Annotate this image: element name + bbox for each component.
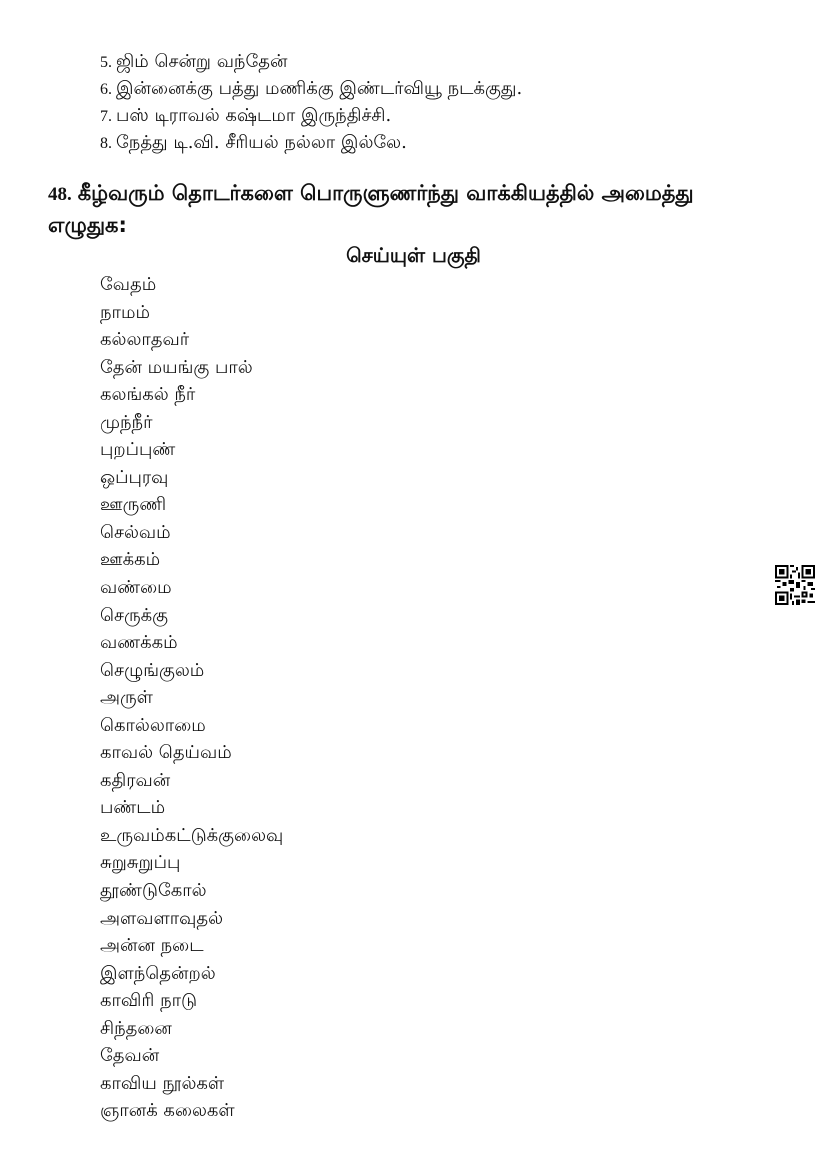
sentence-item	[100, 48, 780, 75]
list-item: சுறுசுறுப்பு	[100, 852, 181, 874]
list-item: கலங்கல் நீர்	[100, 384, 196, 406]
question-heading	[48, 178, 768, 240]
sentence-number: 7.	[100, 108, 112, 125]
sentence-text: இன்னைக்கு பத்து மணிக்கு இண்டர்வியூ நடக்குது.	[116, 78, 523, 99]
list-item: வண்மை	[100, 577, 172, 599]
list-item: தேவன்	[100, 1045, 160, 1067]
list-item: வேதம்	[100, 274, 157, 295]
sentence-number: 5.	[100, 54, 112, 71]
list-item: கொல்லாமை	[100, 714, 206, 736]
list-item: கல்லாதவர்	[100, 329, 190, 351]
list-item: தேன் மயங்கு பால்	[100, 356, 253, 378]
list-item: அளவளாவுதல்	[100, 907, 224, 929]
list-item: காவிரி நாடு	[100, 990, 198, 1012]
list-item: ஞானக் கலைகள்	[100, 1100, 235, 1122]
list-item: செழுங்குலம்	[100, 659, 205, 681]
list-item: கதிரவன்	[100, 769, 171, 791]
list-item: அன்ன நடை	[100, 935, 204, 957]
list-item: வணக்கம்	[100, 632, 178, 654]
question-number: 48.	[48, 184, 72, 205]
list-item: காவல் தெய்வம்	[100, 742, 232, 764]
list-item: செருக்கு	[100, 604, 169, 626]
sentence-text: பஸ் டிராவல் கஷ்டமா இருந்திச்சி.	[116, 105, 392, 126]
sentence-text: ஜிம் சென்று வந்தேன்	[116, 51, 288, 72]
numbered-sentence-list	[100, 48, 780, 156]
list-item: செல்வம்	[100, 521, 171, 543]
question-text: கீழ்வரும் தொடர்களை பொருளுணர்ந்து வாக்கியத்தில் அமைத்து எழுதுக:	[48, 181, 694, 237]
list-item: இளந்தென்றல்	[100, 962, 216, 984]
list-item: முந்நீர்	[100, 411, 153, 433]
list-item: ஊருணி	[100, 494, 167, 516]
sentence-item	[100, 129, 780, 156]
sentence-item	[100, 102, 780, 129]
sentence-item	[100, 75, 780, 102]
qr-code-icon	[775, 565, 815, 605]
list-item: நாமம்	[100, 301, 150, 323]
list-item: ஒப்புரவு	[100, 466, 169, 488]
list-item: சிந்தனை	[100, 1017, 172, 1039]
list-item: காவிய நூல்கள்	[100, 1072, 225, 1094]
list-item: பண்டம்	[100, 797, 166, 819]
list-item: புறப்புண்	[100, 439, 176, 461]
list-item: அருள்	[100, 687, 153, 709]
word-list	[100, 271, 283, 1125]
section-title: செய்யுள் பகுதி	[346, 243, 481, 267]
sentence-number: 6.	[100, 81, 112, 98]
list-item: ஊக்கம்	[100, 549, 161, 571]
sentence-text: நேத்து டி.வி. சீரியல் நல்லா இல்லே.	[116, 132, 407, 153]
list-item: உருவம்கட்டுக்குலைவு	[100, 824, 284, 846]
list-item: தூண்டுகோல்	[100, 880, 207, 902]
sentence-number: 8.	[100, 135, 112, 152]
